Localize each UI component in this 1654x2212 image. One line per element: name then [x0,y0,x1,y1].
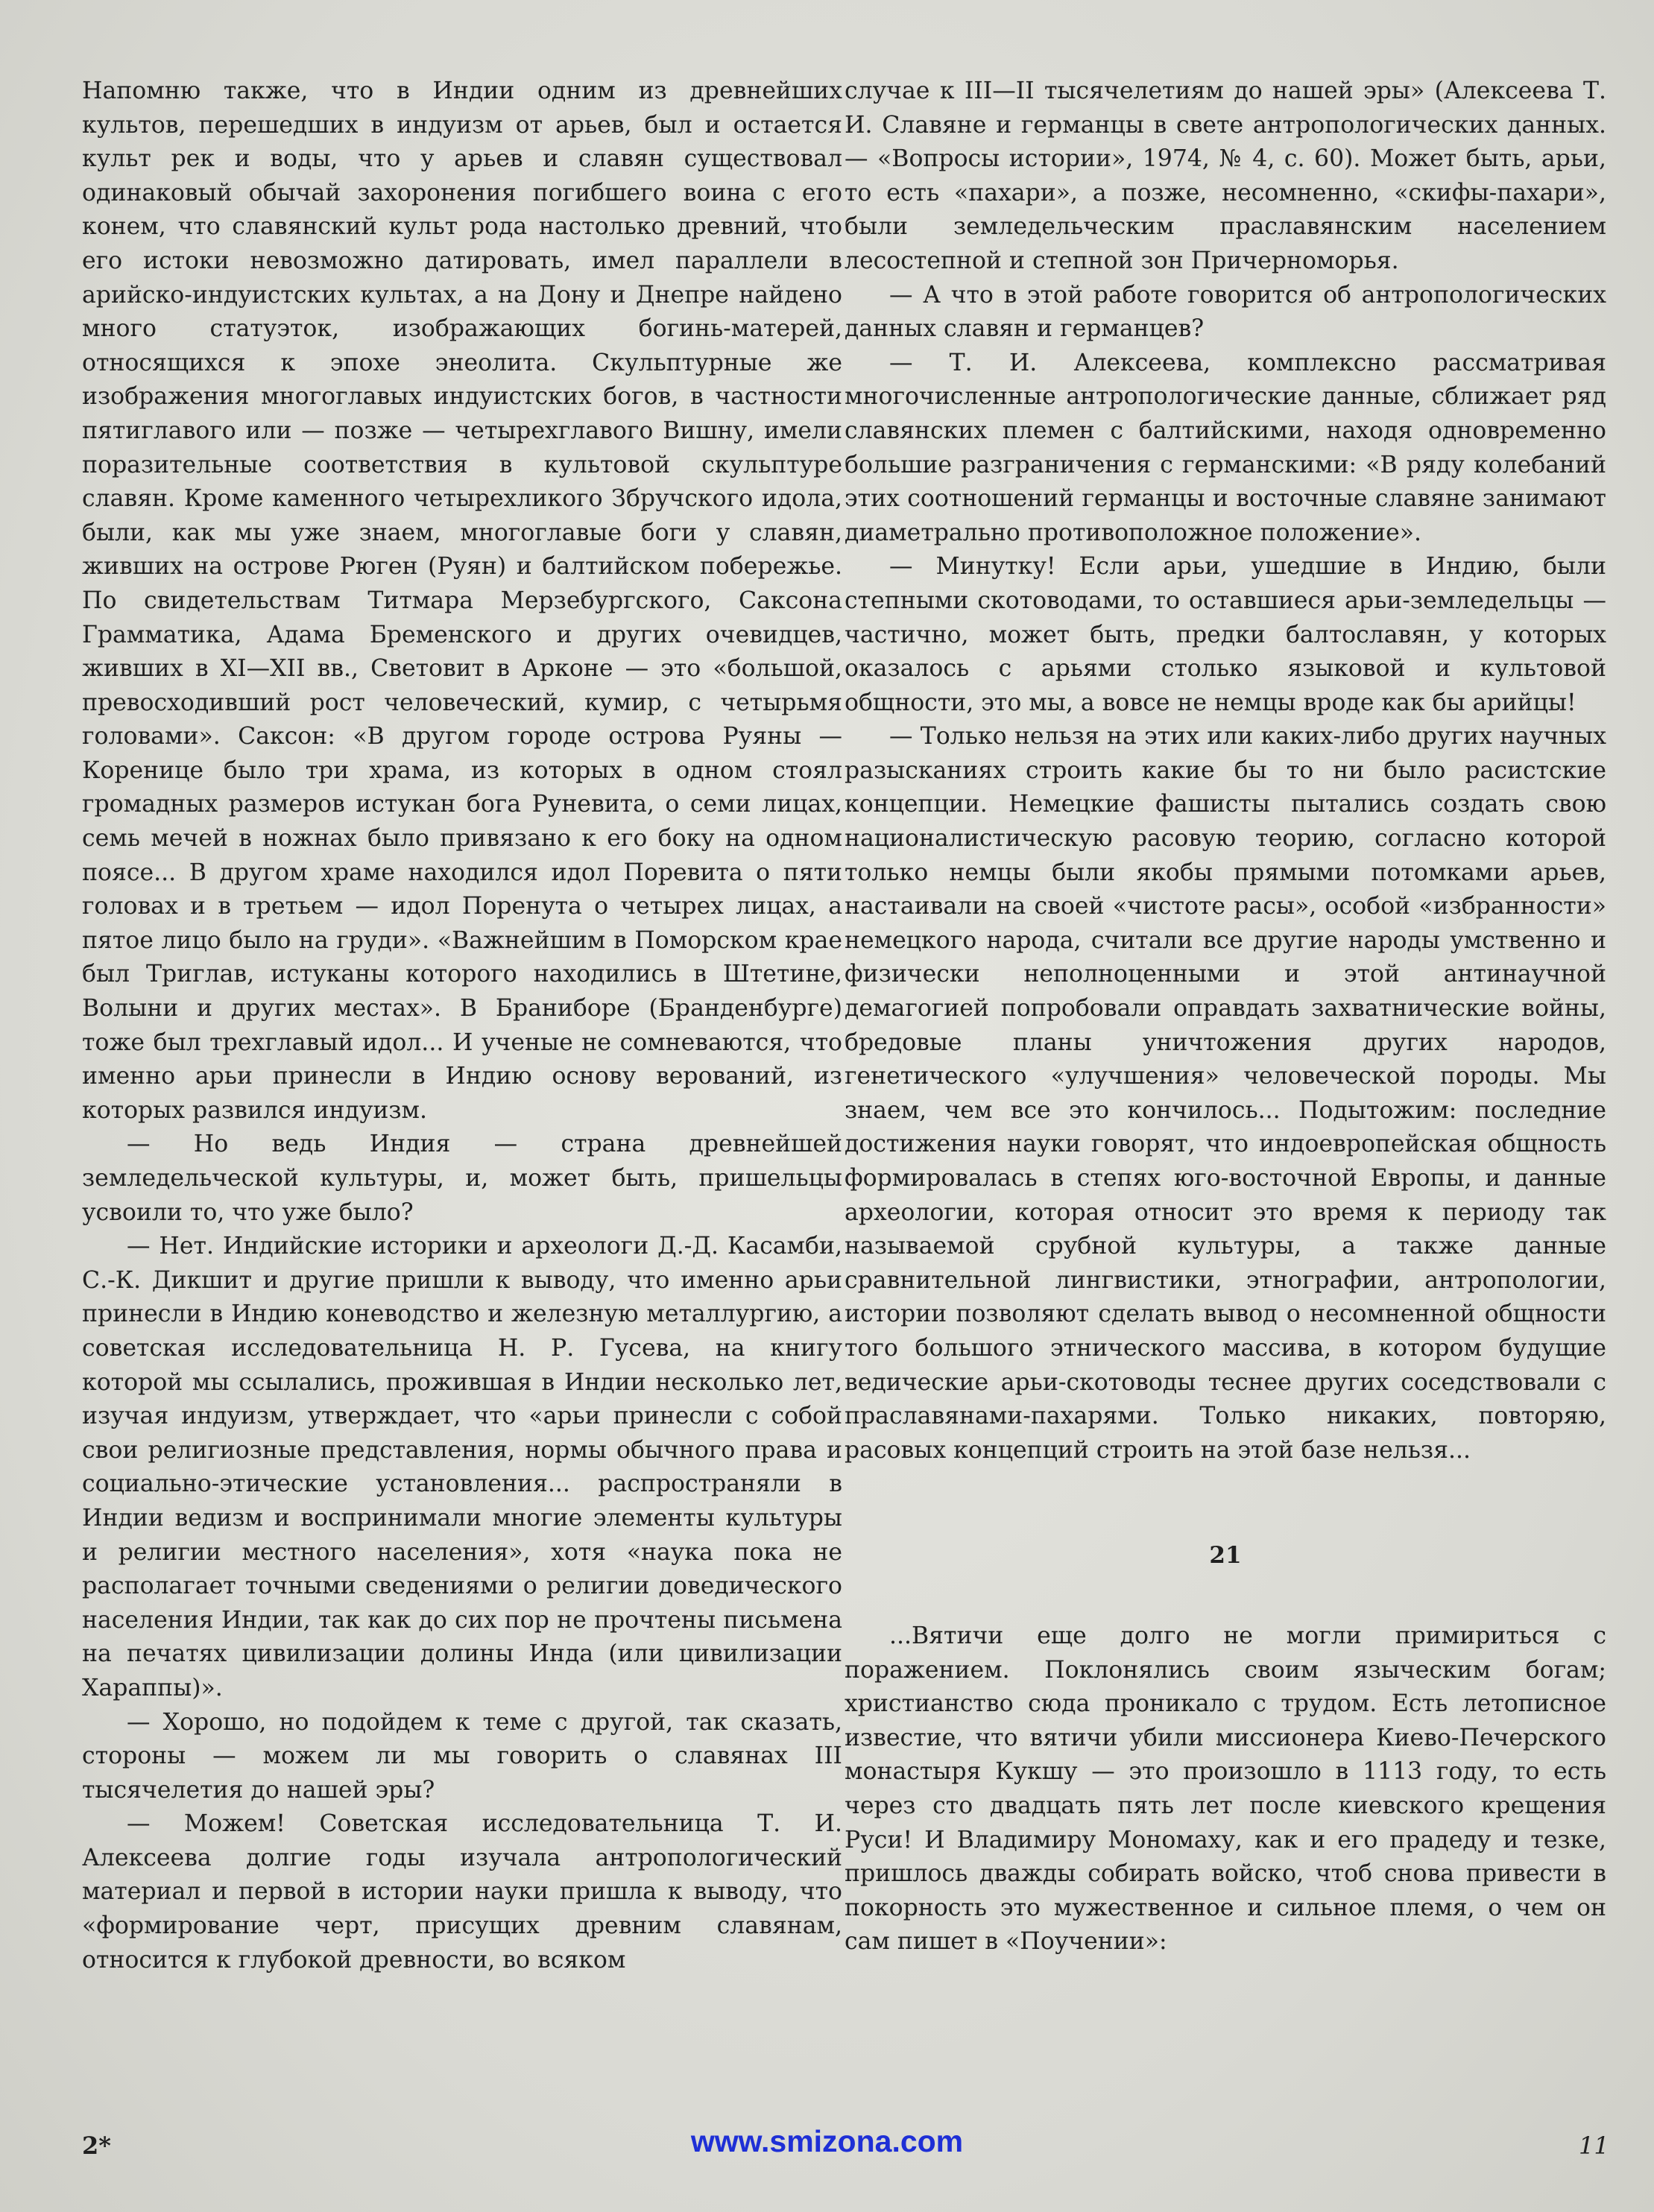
paragraph: — Только нельзя на этих или каких-либо других научных разысканиях строить какие бы то ни было расистские концепции. Немецкие фашисты пытались создать свою националистическую расовую теорию, согласно которой только немцы были якобы прямыми потомками арьев, настаивали на своей «чистоте расы», особой «избранности» немецкого народа, считали все другие народы умственно и физически неполноценными и этой антинаучной демагогией попробовали оправдать захватнические войны, бредовые планы уничтожения других народов, генетического «улучшения» человеческой породы. Мы знаем, чем все это кончилось... Подытожим: последние достижения науки говорят, что индоевропейская общность формировалась в степях юго-восточной Европы, и данные археологии, которая относит это время к периоду так называемой срубной культуры, а также данные сравнительной лингвистики, этнографии, антропологии, истории позволяют сделать вывод о несомненной общности того большого этнического массива, в котором будущие ведические арьи-скотоводы теснее других соседствовали с праславянами-пахарями. Только никаких, повторяю, расовых концепций строить на этой базе нельзя... [845,723,1606,1464]
signature-mark: 2* [82,2132,111,2160]
paragraph: — Минутку! Если арьи, ушедшие в Индию, были степными скотоводами, то оставшиеся арьи-земледельцы — частично, может быть, предки балтославян, у которых оказалось с арьями столько языковой и культовой общности, это мы, а вовсе не немцы вроде как бы арийцы! [845,553,1606,716]
page-number: 11 [1579,2132,1609,2160]
left-text-column [82,75,842,1977]
paragraph: — Можем! Советская исследовательница Т. И. Алексеева долгие годы изучала антропологический материал и первой в истории науки пришла к выводу, что «формирование черт, присущих древним славянам, относится к глубокой древности, во всяком [82,1810,842,1974]
watermark-link[interactable]: www.smizona.com [690,2124,964,2158]
paragraph: — Нет. Индийские историки и археологи Д.-Д. Касамби, С.-К. Дикшит и другие пришли к выводу, что именно арьи принесли в Индию коневодство и железную металлургию, а советская исследовательница Н. Р. Гусева, на книгу которой мы ссылались, прожившая в Индии несколько лет, изучая индуизм, утверждает, что «арьи принесли с собой свои религиозные представления, нормы обычного права и социально-этические установления... распространяли в Индии ведизм и воспринимали многие элементы культуры и религии местного населения», хотя «наука пока не располагает точными сведениями о религии доведического населения Индии, так как до сих пор не прочтены письмена на печатях цивилизации долины Инда (или цивилизации Хараппы)». [82,1233,842,1701]
paragraph: — Т. И. Алексеева, комплексно рассматривая многочисленные антропологические данные, сближает ряд славянских племен с балтийскими, находя одновременно большие разграничения с германскими: «В ряду колебаний этих соотношений германцы и восточные славяне занимают диаметрально противоположное положение». [845,349,1606,546]
paragraph: случае к III—II тысячелетиям до нашей эры» (Алексеева Т. И. Славяне и германцы в свете антропологических данных. — «Вопросы истории», 1974, № 4, с. 60). Может быть, арьи, то есть «пахари», а позже, несомненно, «скифы-пахари», были земледельческим праславянским населением лесостепной и степной зон Причерноморья. [845,78,1606,274]
paragraph: Напомню также, что в Индии одним из древнейших культов, перешедших в индуизм от арьев, был и остается культ рек и воды, что у арьев и славян существовал одинаковый обычай захоронения погибшего воина с его конем, что славянский культ рода настолько древний, что его истоки невозможно датировать, имел параллели в арийско-индуистских культах, а на Дону и Днепре найдено много статуэток, изображающих богинь-матерей, относящихся к эпохе энеолита. Скульптурные же изображения многоглавых индуистских богов, в частности пятиглавого или — позже — четырехглавого Вишну, имели поразительные соответствия в культовой скульптуре славян. Кроме каменного четырехликого Збручского идола, были, как мы уже знаем, многоглавые боги у славян, живших на острове Рюген (Руян) и балтийском побережье. По свидетельствам Титмара Мерзебургского, Саксона Грамматика, Адама Бременского и других очевидцев, живших в XI—XII вв., Световит в Арконе — это «большой, превосходивший рост человеческий, кумир, с четырьмя головами». Саксон: «В другом городе острова Руяны — Коренице было три храма, из которых в одном стоял громадных размеров истукан бога Руневита, о семи лицах, семь мечей в ножнах было привязано к его боку на одном поясе... В другом храме находился идол Поревита о пяти головах и в третьем — идол Поренута о четырех лицах, а пятое лицо было на груди». «Важнейшим в Поморском крае был Триглав, истуканы которого находились в Штетине, Волыни и других местах». В Бранибope (Бранденбурге) тоже был трехглавый идол... И ученые не сомневаются, что именно арьи принесли в Индию основу верований, из которых развился индуизм. [82,78,842,1124]
right-text-column [845,75,1606,1959]
paragraph: — А что в этой работе говорится об антропологических данных славян и германцев? [845,281,1606,343]
paragraph: — Хорошо, но подойдем к теме с другой, так сказать, стороны — можем ли мы говорить о славянах III тысячелетия до нашей эры? [82,1708,842,1804]
paragraph: ...Вятичи еще долго не могли примириться с поражением. Поклонялись своим языческим богам; христианство сюда проникало с трудом. Есть летописное известие, что вятичи убили миссионера Киево-Печерского монастыря Кукшу — это произошло в 1113 году, то есть через сто двадцать пять лет после киевского крещения Руси! И Владимиру Мономаху, как и его прадеду и тезке, пришлось дважды собирать войско, чтоб снова привести в покорность это мужественное и сильное племя, о чем он сам пишет в «Поучении»: [845,1622,1606,1956]
paragraph: — Но ведь Индия — страна древнейшей земледельческой культуры, и, может быть, пришельцы усвоили то, что уже было? [82,1131,842,1226]
section-number: 21 [1209,1542,1242,1570]
